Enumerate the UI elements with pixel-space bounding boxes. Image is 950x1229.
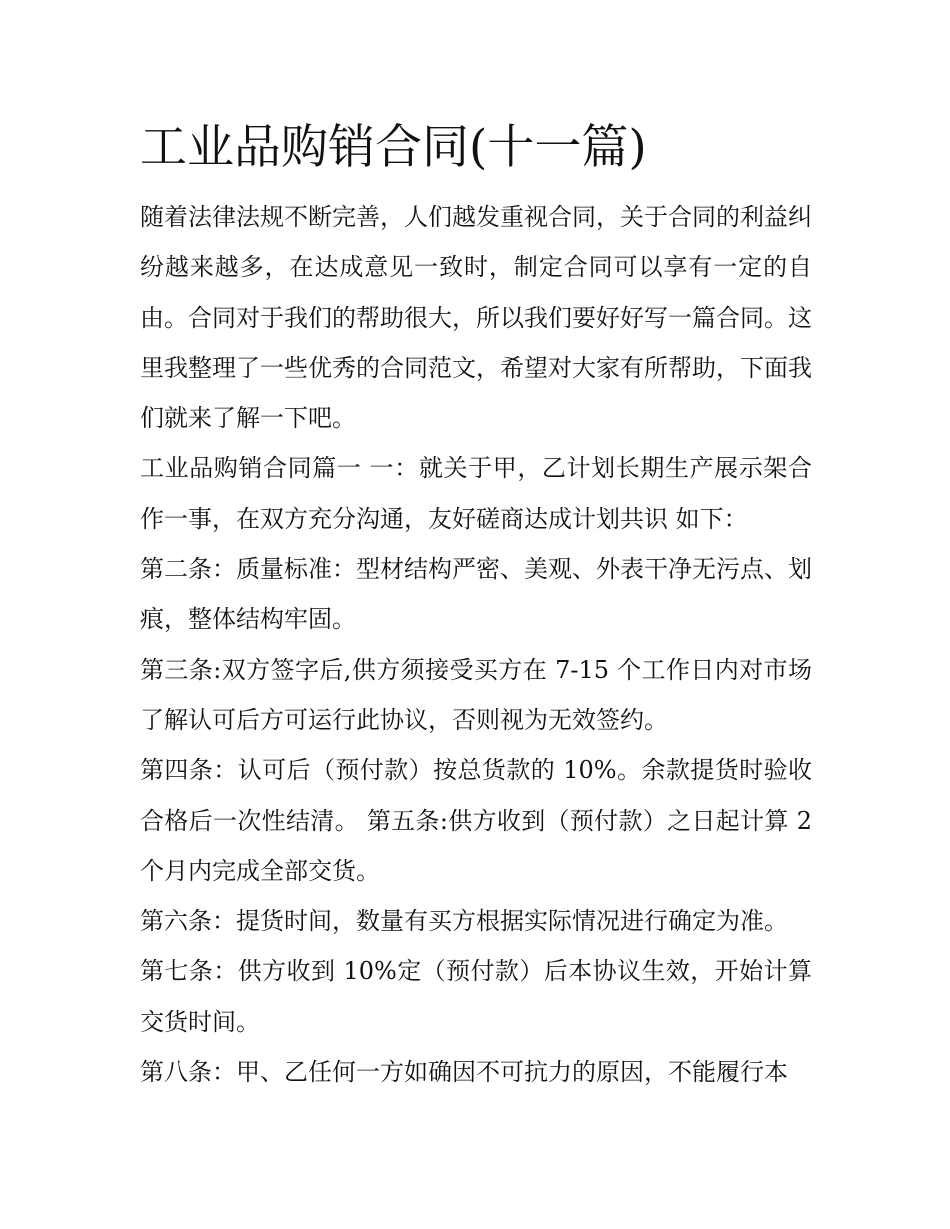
article-2-paragraph: 第二条：质量标准：型材结构严密、美观、外表干净无污点、划痕，整体结构牢固。 bbox=[140, 555, 812, 634]
article-7-paragraph: 第七条：供方收到 10%定（预付款）后本协议生效，开始计算交货时间。 bbox=[140, 957, 812, 1036]
article-6-paragraph: 第六条：提货时间，数量有买方根据实际情况进行确定为准。 bbox=[140, 907, 788, 936]
document-title: 工业品购销合同(十一篇) bbox=[140, 120, 647, 175]
intro-paragraph: 随着法律法规不断完善，人们越发重视合同，关于合同的利益纠纷越来越多，在达成意见一致时，制定合同可以享有一定的自由。合同对于我们的帮助很大，所以我们要好好写一篇合同。这里我整理了一些优秀的合同范文，希望对大家有所帮助，下面我们就来了解一下吧。 bbox=[140, 203, 812, 433]
article-4-5-paragraph: 第四条：认可后（预付款）按总货款的 10%。余款提货时验收合格后一次性结清。 第五条:供方收到（预付款）之日起计算 2 个月内完成全部交货。 bbox=[140, 756, 820, 885]
document-page bbox=[140, 118, 820, 1097]
contract-preamble-paragraph: 工业品购销合同篇一 一：就关于甲，乙计划长期生产展示架合作一事，在双方充分沟通，友好磋商达成计划共识 如下： bbox=[140, 454, 812, 533]
article-8-paragraph: 第八条：甲、乙任何一方如确因不可抗力的原因，不能履行本 bbox=[140, 1058, 788, 1087]
article-3-paragraph: 第三条:双方签字后,供方须接受买方在 7-15 个工作日内对市场了解认可后方可运行此协议，否则视为无效签约。 bbox=[140, 655, 812, 734]
